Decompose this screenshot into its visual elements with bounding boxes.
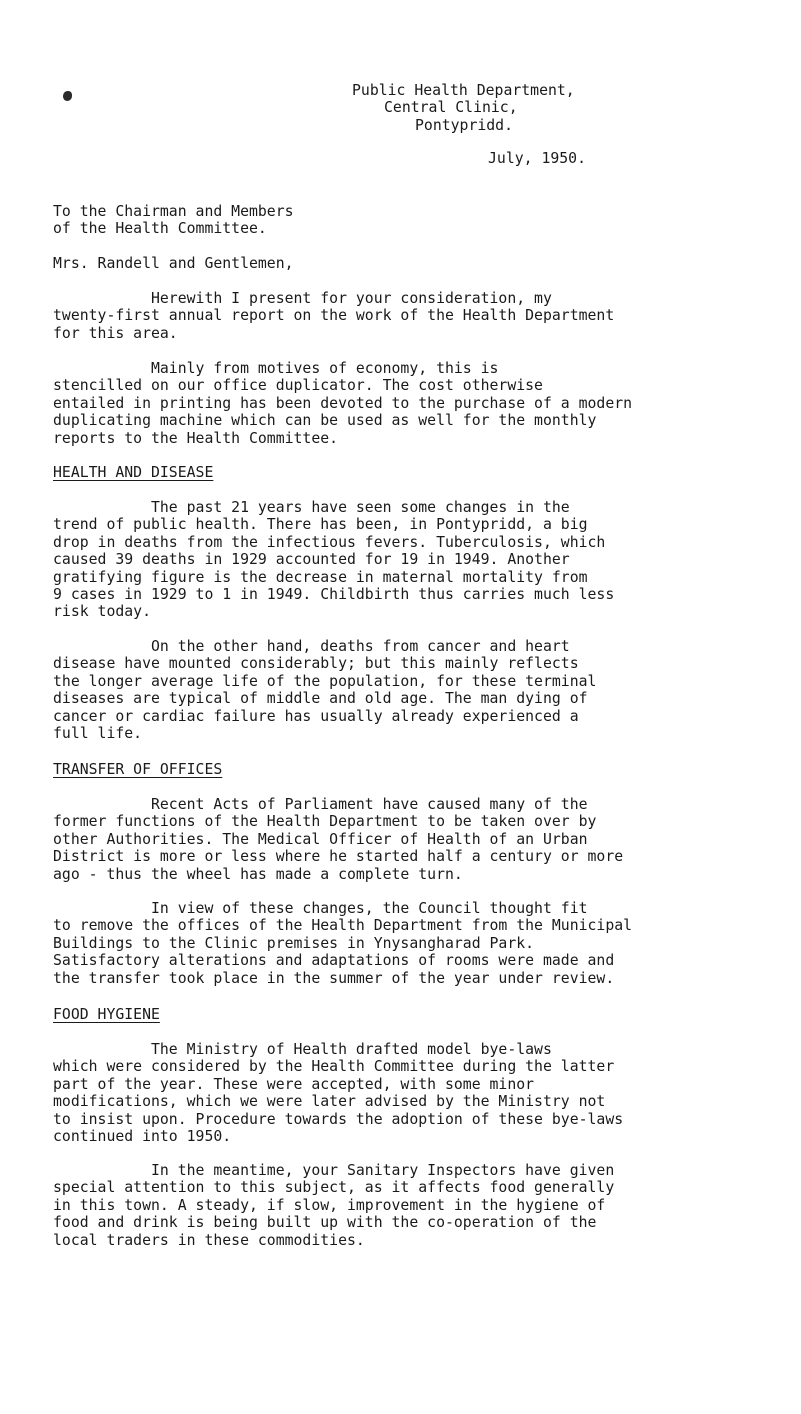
paragraph-line: full life. [53,725,143,743]
paragraph-line: stencilled on our office duplicator. The cost otherwise [53,377,543,395]
paragraph-line: other Authorities. The Medical Officer of Health of an Urban [53,830,588,848]
recipient-block [53,203,793,238]
paragraph-line: entailed in printing has been devoted to the purchase of a modern [53,394,633,412]
paragraph-line: diseases are typical of middle and old age. The man dying of [53,690,588,708]
section-heading-transfer: TRANSFER OF OFFICES [53,761,223,778]
paragraph-line: trend of public health. There has been, in Pontypridd, a big [53,516,588,534]
paragraph-line: special attention to this subject, as it affects food generally [53,1179,615,1197]
paragraph-line: Mainly from motives of economy, this is [53,360,499,377]
recipient-line: To the Chairman and Members [53,203,294,220]
paragraph-line: 9 cases in 1929 to 1 in 1949. Childbirth thus carries much less [53,586,615,604]
recipient-line: of the Health Committee. [53,220,267,238]
paragraph-line: Herewith I present for your consideration, my [53,290,552,307]
health-paragraph-2 [53,638,793,742]
paragraph-line: modifications, which we were later advised by the Ministry not [53,1093,606,1111]
paragraph-line: Satisfactory alterations and adaptations of rooms were made and [53,952,615,970]
paragraph-line: in this town. A steady, if slow, improvement in the hygiene of [53,1196,606,1214]
section-heading-food: FOOD HYGIENE [53,1006,160,1023]
paragraph-line: to remove the offices of the Health Department from the Municipal [53,917,633,935]
paragraph-line: The Ministry of Health drafted model bye-laws [53,1041,552,1058]
paragraph-line: District is more or less where he started half a century or more [53,848,624,866]
letter-date: July, 1950. [488,150,586,167]
intro-paragraph-2 [53,360,793,447]
paragraph-line: drop in deaths from the infectious fevers. Tuberculosis, which [53,533,606,551]
paragraph-line: food and drink is being built up with the co-operation of the [53,1214,597,1232]
food-paragraph-1 [53,1041,793,1145]
paragraph-line: ago - thus the wheel has made a complete turn. [53,865,463,883]
address-line: Public Health Department, [352,82,575,99]
paragraph-line: the longer average life of the population, for these terminal [53,672,597,690]
paragraph-line: cancer or cardiac failure has usually already experienced a [53,707,579,725]
paragraph-line: twenty-first annual report on the work of the Health Department [53,307,615,325]
paragraph-line: the transfer took place in the summer of the year under review. [53,969,615,987]
paragraph-line: disease have mounted considerably; but this mainly reflects [53,655,579,673]
greeting [53,255,793,272]
paragraph-line: Recent Acts of Parliament have caused many of the [53,796,588,813]
paragraph-line: which were considered by the Health Committee during the latter [53,1058,615,1076]
transfer-paragraph-2 [53,900,793,987]
paragraph-line: gratifying figure is the decrease in maternal mortality from [53,568,588,586]
transfer-paragraph-1 [53,796,793,883]
paragraph-line: The past 21 years have seen some changes in the [53,499,570,516]
sender-address [352,82,575,134]
paragraph-line: duplicating machine which can be used as well for the monthly [53,412,597,430]
health-paragraph-1 [53,499,793,621]
greeting-line: Mrs. Randell and Gentlemen, [53,255,294,272]
paragraph-line: to insist upon. Procedure towards the adoption of these bye-laws [53,1110,624,1128]
paragraph-line: In view of these changes, the Council thought fit [53,900,588,917]
paragraph-line: In the meantime, your Sanitary Inspectors have given [53,1162,615,1179]
food-paragraph-2 [53,1162,793,1249]
paragraph-line: reports to the Health Committee. [53,429,339,447]
paragraph-line: for this area. [53,324,178,342]
paragraph-line: former functions of the Health Department to be taken over by [53,813,597,831]
paragraph-line: part of the year. These were accepted, with some minor [53,1075,535,1093]
address-line: Pontypridd. [415,116,513,134]
paragraph-line: Buildings to the Clinic premises in Ynysangharad Park. [53,934,535,952]
paragraph-line: local traders in these commodities. [53,1231,365,1249]
paragraph-line: caused 39 deaths in 1929 accounted for 19 in 1949. Another [53,551,570,569]
punch-hole-mark [63,91,72,101]
paragraph-line: On the other hand, deaths from cancer and heart [53,638,570,655]
intro-paragraph-1 [53,290,793,342]
paragraph-line: risk today. [53,603,151,621]
section-heading-health: HEALTH AND DISEASE [53,464,214,481]
address-line: Central Clinic, [384,99,518,117]
paragraph-line: continued into 1950. [53,1128,232,1146]
